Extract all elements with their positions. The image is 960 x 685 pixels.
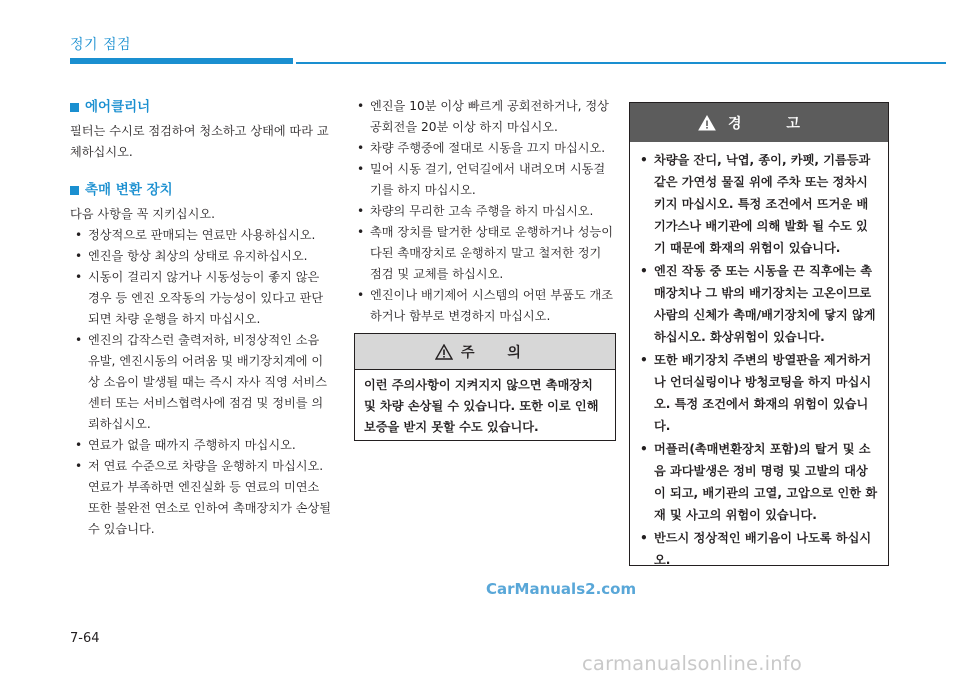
list-item: • 촉매 장치를 탈거한 상태로 운행하거나 성능이 다된 촉매장치로 운행하지 말고 철저한 정기 점검 및 교체를 하십시오. bbox=[354, 222, 616, 285]
list-item: • 밀어 시동 걸기, 언덕길에서 내려오며 시동걸기를 하지 마십시오. bbox=[354, 159, 616, 201]
header-bar-thick bbox=[70, 58, 293, 64]
middle-column bbox=[354, 96, 616, 327]
warning-box bbox=[629, 102, 889, 566]
catalyst-intro: 다음 사항을 꼭 지키십시오. bbox=[70, 207, 216, 221]
section-title: 정기 점검 bbox=[70, 37, 132, 53]
square-bullet-icon bbox=[70, 103, 79, 112]
list-item: • 저 연료 수준으로 차량을 운행하지 마십시오. 연료가 부족하면 엔진실화 등 연료의 미연소 또한 불완전 연소로 인하여 촉매장치가 손상될 수 있습니다. bbox=[70, 456, 332, 540]
list-item: • 머플러(촉매변환장치 포함)의 탈거 및 소음 과다발생은 정비 명령 및 고발의 대상이 되고, 배기관의 고열, 고압으로 인한 화재 및 사고의 위험이 있습니다. bbox=[638, 438, 878, 526]
list-item: • 엔진을 항상 최상의 상태로 유지하십시오. bbox=[70, 246, 332, 267]
site-link[interactable]: CarManuals2.com bbox=[486, 580, 637, 598]
list-item: • 엔진 작동 중 또는 시동을 끈 직후에는 촉매장치나 그 밖의 배기장치는 고온이므로 사람의 신체가 촉매/배기장치에 닿지 않게 하십시오. 화상위험이 있습니다. bbox=[638, 260, 878, 348]
catalyst-list bbox=[70, 225, 332, 540]
warning-triangle-icon bbox=[698, 115, 716, 131]
warning-title: 경 고 bbox=[728, 115, 820, 132]
catalyst-heading bbox=[70, 179, 332, 201]
header-bar-thin bbox=[296, 62, 946, 64]
warning-header bbox=[630, 103, 888, 142]
list-item: • 차량의 무리한 고속 주행을 하지 마십시오. bbox=[354, 201, 616, 222]
square-bullet-icon bbox=[70, 186, 79, 195]
air-cleaner-heading bbox=[70, 96, 332, 118]
left-column bbox=[70, 96, 332, 540]
middle-list bbox=[354, 96, 616, 327]
caution-text: 이런 주의사항이 지켜지지 않으면 촉매장치 및 차량 손상될 수 있습니다. 또한 이로 인해 보증을 받지 못할 수도 있습니다. bbox=[364, 378, 599, 434]
list-item: • 엔진이나 배기제어 시스템의 어떤 부품도 개조 하거나 함부로 변경하지 마십시오. bbox=[354, 285, 616, 327]
warning-triangle-icon bbox=[435, 344, 453, 360]
list-item: • 시동이 걸리지 않거나 시동성능이 좋지 않은 경우 등 엔진 오작동의 가능성이 있다고 판단되면 차량 운행을 하지 마십시오. bbox=[70, 267, 332, 330]
caution-title: 주 의 bbox=[461, 344, 535, 361]
list-item: • 엔진을 10분 이상 빠르게 공회전하거나, 정상 공회전을 20분 이상 하지 마십시오. bbox=[354, 96, 616, 138]
list-item: • 또한 배기장치 주변의 방열판을 제거하거나 언더실링이나 방청코팅을 하지 마십시오. 특정 조건에서 화재의 위험이 있습니다. bbox=[638, 349, 878, 437]
warning-list bbox=[638, 149, 878, 571]
list-item: • 정상적으로 판매되는 연료만 사용하십시오. bbox=[70, 225, 332, 246]
caution-header bbox=[355, 334, 615, 370]
air-cleaner-text: 필터는 수시로 점검하여 청소하고 상태에 따라 교체하십시오. bbox=[70, 124, 329, 159]
list-item: • 연료가 없을 때까지 주행하지 마십시오. bbox=[70, 435, 332, 456]
caution-box bbox=[354, 333, 616, 441]
list-item: • 엔진의 갑작스런 출력저하, 비정상적인 소음 유발, 엔진시동의 어려움 및 배기장치계에 이상 소음이 발생될 때는 즉시 자사 직영 서비스센터 또는 서비스협력사에 점검 및 정비를 의뢰하십시오. bbox=[70, 330, 332, 435]
list-item: • 반드시 정상적인 배기음이 나도록 하십시오. bbox=[638, 527, 878, 571]
list-item: • 차량 주행중에 절대로 시동을 끄지 마십시오. bbox=[354, 138, 616, 159]
list-item: • 차량을 잔디, 낙엽, 종이, 카펫, 기름등과 같은 가연성 물질 위에 주차 또는 정차시키지 마십시오. 특정 조건에서 뜨거운 배기가스나 배기관에 의해 발화 될 수도 있기 때문에 화재의 위험이 있습니다. bbox=[638, 149, 878, 259]
page-number: 7-64 bbox=[70, 631, 100, 646]
air-cleaner-heading-text: 에어클리너 bbox=[85, 99, 151, 115]
warning-body bbox=[630, 142, 888, 571]
watermark: carmanualsonline.info bbox=[582, 652, 802, 675]
catalyst-heading-text: 촉매 변환 장치 bbox=[85, 182, 173, 198]
